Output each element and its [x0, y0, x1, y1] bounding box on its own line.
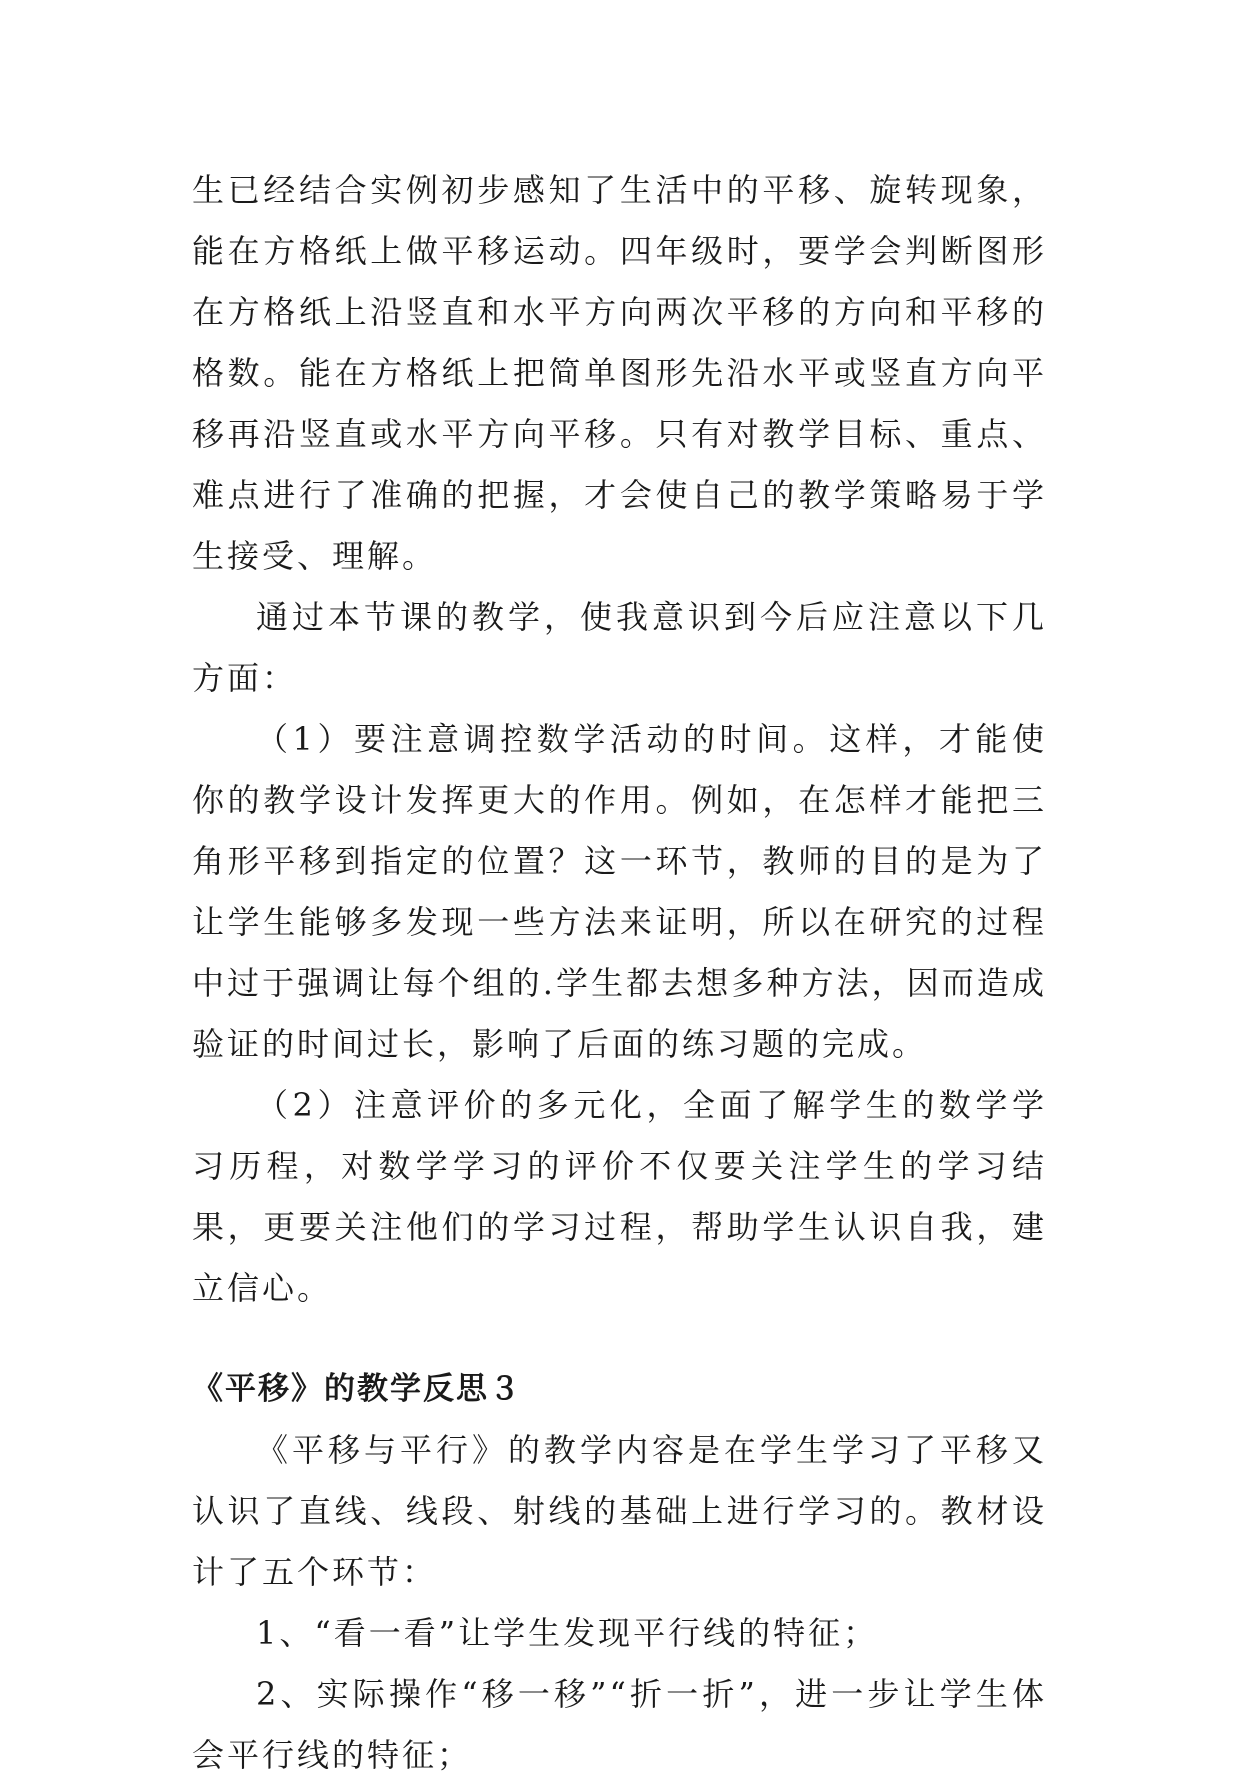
paragraph-step-1: 1、“看一看”让学生发现平行线的特征； [256, 1614, 879, 1652]
document-page [192, 160, 1047, 1786]
paragraph-step-2: 2、实际操作“移一移”“折一折”，进一步让学生体会平行线的特征； [192, 1675, 1047, 1774]
section-title: 《平移》的教学反思３ [192, 1371, 522, 1407]
paragraph-section-intro: 《平移与平行》的教学内容是在学生学习了平移又认识了直线、线段、射线的基础上进行学习的。教材设计了五个环节： [192, 1431, 1047, 1591]
paragraph-continued: 生已经结合实例初步感知了生活中的平移、旋转现象，能在方格纸上做平移运动。四年级时，要学会判断图形在方格纸上沿竖直和水平方向两次平移的方向和平移的格数。能在方格纸上把简单图形先沿水平或竖直方向平移再沿竖直或水平方向平移。只有对教学目标、重点、难点进行了准确的把握，才会使自己的教学策略易于学生接受、理解。 [192, 171, 1047, 575]
paragraph-point-2: （2）注意评价的多元化，全面了解学生的数学学习历程，对数学学习的评价不仅要关注学生的学习结果，更要关注他们的学习过程，帮助学生认识自我，建立信心。 [192, 1086, 1047, 1307]
paragraph-intro-list: 通过本节课的教学，使我意识到今后应注意以下几方面： [192, 598, 1047, 697]
paragraph-point-1: （1）要注意调控数学活动的时间。这样，才能使你的教学设计发挥更大的作用。例如，在怎样才能把三角形平移到指定的位置？这一环节，教师的目的是为了让学生能够多发现一些方法来证明，所以在研究的过程中过于强调让每个组的.学生都去想多种方法，因而造成验证的时间过长，影响了后面的练习题的完成。 [192, 720, 1047, 1063]
